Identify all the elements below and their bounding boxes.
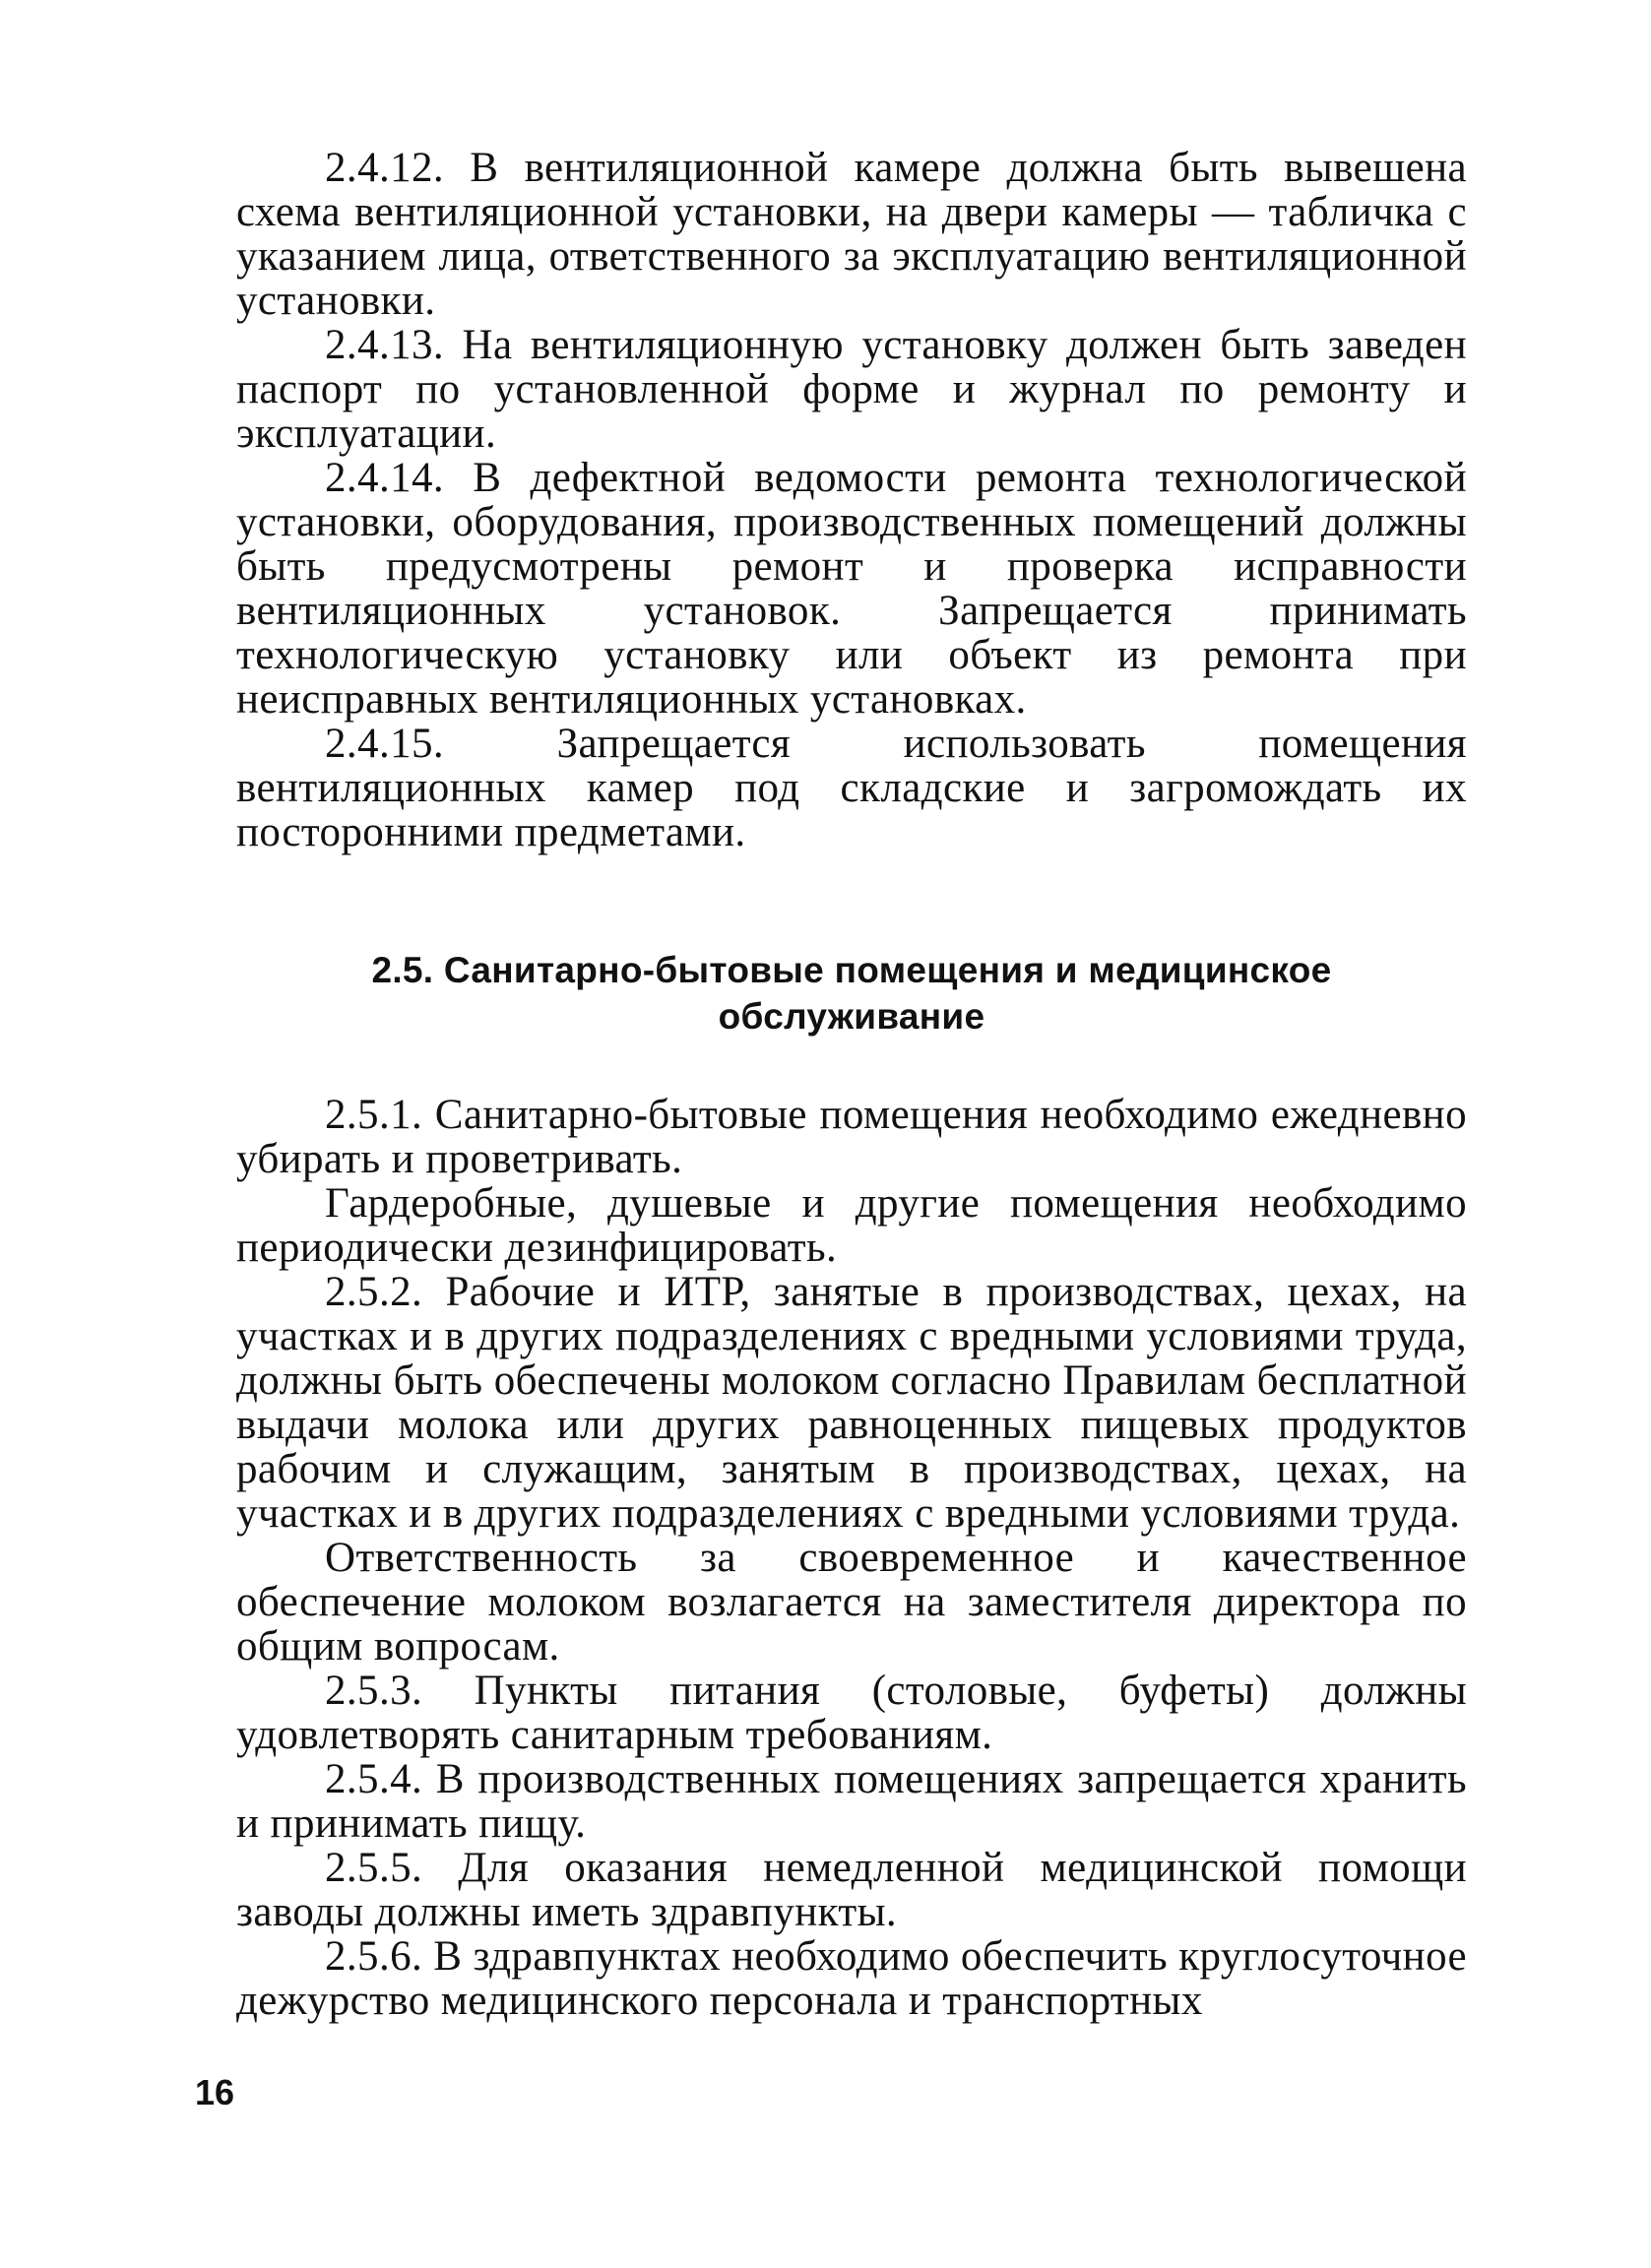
paragraph-2-4-14: 2.4.14. В дефектной ведомости ремонта технологической установки, оборудования, производственных помещений должны быть предусмотрены ремонт и проверка исправности вентиляционных установок. Запрещается принимать технологическую установку или объект из ремонта при неисправных вентиляционных установках. [236, 455, 1467, 723]
heading-line-1: 2.5. Санитарно-бытовые помещения и медицинское [371, 950, 1332, 990]
paragraph-2-4-12: 2.4.12. В вентиляционной камере должна быть вывешена схема вентиляционной установки, на двери камеры — табличка с указанием лица, ответственного за эксплуатацию вентиляционной установки. [236, 145, 1467, 324]
paragraph-2-5-2-cont: Ответственность за своевременное и качественное обеспечение молоком возлагается на заместителя директора по общим вопросам. [236, 1535, 1467, 1670]
paragraph-2-4-13: 2.4.13. На вентиляционную установку должен быть заведен паспорт по установленной форме и журнал по ремонту и эксплуатации. [236, 322, 1467, 457]
paragraph-2-5-2: 2.5.2. Рабочие и ИТР, занятые в производствах, цехах, на участках и в других подразделениях с вредными условиями труда, должны быть обеспечены молоком согласно Правилам бесплатной выдачи молока или других равноценных пищевых продуктов рабочим и служащим, занятым в производствах, цехах, на участках и в других подразделениях с вредными условиями труда. [236, 1269, 1467, 1537]
paragraph-2-5-4: 2.5.4. В производственных помещениях запрещается хранить и принимать пищу. [236, 1756, 1467, 1847]
paragraph-2-4-15: 2.4.15. Запрещается использовать помещения вентиляционных камер под складские и загромождать их посторонними предметами. [236, 721, 1467, 855]
heading-line-2: обслуживание [718, 996, 985, 1037]
section-2-5-heading [236, 947, 1467, 1040]
section-2-4-text [236, 146, 1467, 854]
section-2-5-text [236, 1093, 1467, 2023]
paragraph-2-5-3: 2.5.3. Пункты питания (столовые, буфеты) должны удовлетворять санитарным требованиям. [236, 1668, 1467, 1758]
paragraph-2-5-1-cont: Гардеробные, душевые и другие помещения необходимо периодически дезинфицировать. [236, 1180, 1467, 1271]
page-number: 16 [195, 2072, 235, 2112]
paragraph-2-5-6: 2.5.6. В здравпунктах необходимо обеспечить круглосуточное дежурство медицинского персонала и транспортных [236, 1933, 1467, 2024]
paragraph-2-5-5: 2.5.5. Для оказания немедленной медицинской помощи заводы должны иметь здравпункты. [236, 1845, 1467, 1935]
paragraph-2-5-1: 2.5.1. Санитарно-бытовые помещения необходимо ежедневно убирать и проветривать. [236, 1092, 1467, 1182]
